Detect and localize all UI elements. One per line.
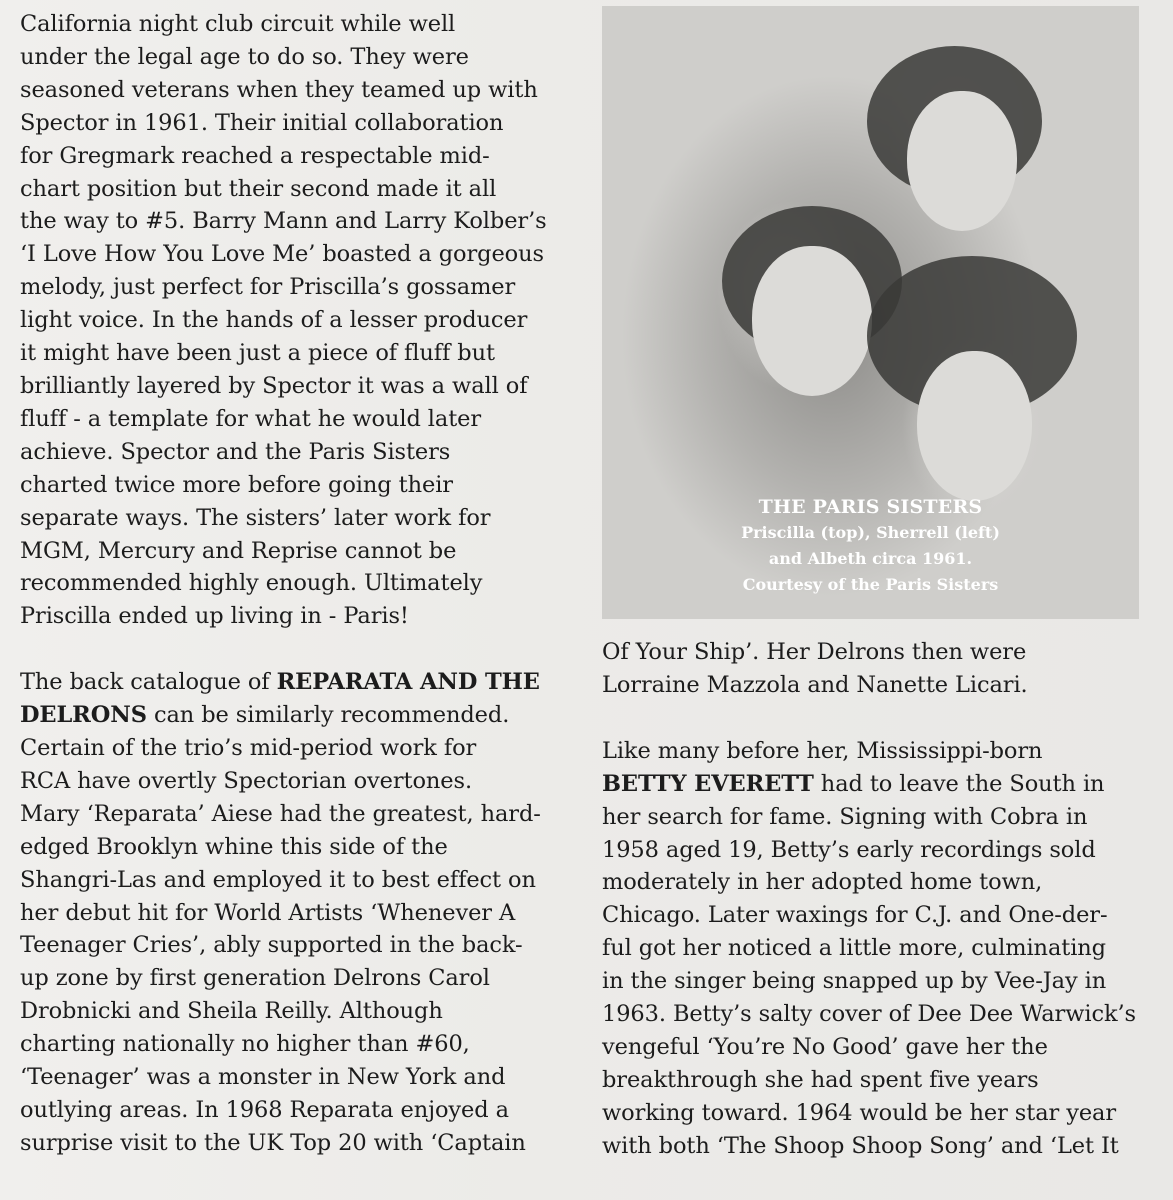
face-shape [917,351,1032,501]
text-line: RCA have overtly Spectorian overtones. [20,767,473,794]
text-line: Teenager Cries’, ably supported in the back- [20,932,523,959]
text-line: light voice. In the hands of a lesser producer [20,307,528,334]
text-line: under the legal age to do so. They were [20,43,469,70]
text-line: California night club circuit while well [20,11,456,37]
text-line: her search for fame. Signing with Cobra in [602,803,1088,830]
text-line: Like many before her, Mississippi-born [602,737,1043,764]
text-run: can be similarly recommended. [146,702,510,729]
paris-sisters-photo [602,6,1139,619]
caption-line: Priscilla (top), Sherrell (left) [741,523,1000,542]
text-line: Shangri-Las and employed it to best effect on [20,866,536,893]
text-line: moderately in her adopted home town, [602,869,1043,896]
text-line: ‘Teenager’ was a monster in New York and [20,1064,506,1091]
text-line: ‘I Love How You Love Me’ boasted a gorgeous [20,241,544,268]
text-line: with both ‘The Shoop Shoop Song’ and ‘Let It [602,1132,1119,1159]
text-line: achieve. Spector and the Paris Sisters [20,438,451,465]
text-line: for Gregmark reached a respectable mid- [20,142,490,169]
text-line: Of Your Ship’. Her Delrons then were [602,639,1027,665]
text-line: Certain of the trio’s mid-period work for [20,735,477,762]
reparata-paragraph [20,666,580,1160]
text-line: ful got her noticed a little more, culminating [602,935,1106,962]
text-line: MGM, Mercury and Reprise cannot be [20,537,457,564]
text-line: in the singer being snapped up by Vee-Jay in [602,968,1107,995]
text-line: charted twice more before going their [20,471,453,498]
text-line: fluff - a template for what he would later [20,405,482,432]
text-line: her debut hit for World Artists ‘Whenever A [20,899,516,926]
caption-line: Courtesy of the Paris Sisters [742,575,999,594]
betty-everett-paragraph [602,735,1162,1163]
text-line: Mary ‘Reparata’ Aiese had the greatest, hard- [20,800,541,827]
text-line: brilliantly layered by Spector it was a wall of [20,372,528,399]
text-line: it might have been just a piece of fluff but [20,340,495,367]
text-line: working toward. 1964 would be her star year [602,1099,1117,1126]
artist-name-bold: BETTY EVERETT [602,770,814,797]
paragraph-gap [20,633,580,666]
text-line: recommended highly enough. Ultimately [20,570,483,597]
text-line: Spector in 1961. Their initial collaboration [20,109,504,136]
caption-title: THE PARIS SISTERS [758,496,983,518]
photo-caption [602,494,1139,598]
text-line: outlying areas. In 1968 Reparata enjoyed a [20,1097,509,1123]
text-line [20,666,580,699]
text-line [602,768,1162,801]
artist-name-bold: REPARATA AND THE [276,669,540,696]
text-line: Lorraine Mazzola and Nanette Licari. [602,671,1028,698]
text-line: 1963. Betty’s salty cover of Dee Dee Warwick’s [602,1001,1137,1028]
text-line: Priscilla ended up living in - Paris! [20,603,409,630]
text-line: up zone by first generation Delrons Carol [20,965,490,992]
text-line: surprise visit to the UK Top 20 with ‘Captain [20,1129,526,1156]
text-line: vengeful ‘You’re No Good’ gave her the [602,1033,1048,1060]
text-line: breakthrough she had spent five years [602,1066,1039,1093]
right-column [602,636,1162,1163]
text-line: chart position but their second made it all [20,175,497,202]
text-run: had to leave the South in [813,770,1105,797]
face-shape [907,91,1017,231]
caption-line: and Albeth circa 1961. [768,549,973,568]
delrons-continuation-paragraph [602,636,1162,702]
text-line: Chicago. Later waxings for C.J. and One-der- [602,902,1108,929]
paragraph-gap [602,702,1162,735]
text-line: edged Brooklyn whine this side of the [20,833,448,860]
text-line: Drobnicki and Sheila Reilly. Although [20,998,443,1025]
text-line [20,699,580,732]
text-line: 1958 aged 19, Betty’s early recordings sold [602,836,1096,863]
text-line: separate ways. The sisters’ later work for [20,504,491,531]
face-shape [752,246,872,396]
left-column [20,8,580,1160]
paris-sisters-paragraph [20,8,580,633]
text-line: the way to #5. Barry Mann and Larry Kolber’s [20,208,547,235]
text-line: melody, just perfect for Priscilla’s gossamer [20,274,516,301]
artist-name-bold: DELRONS [20,702,147,729]
text-line: seasoned veterans when they teamed up with [20,76,538,103]
text-line: charting nationally no higher than #60, [20,1031,470,1058]
text-run: The back catalogue of [20,669,277,696]
